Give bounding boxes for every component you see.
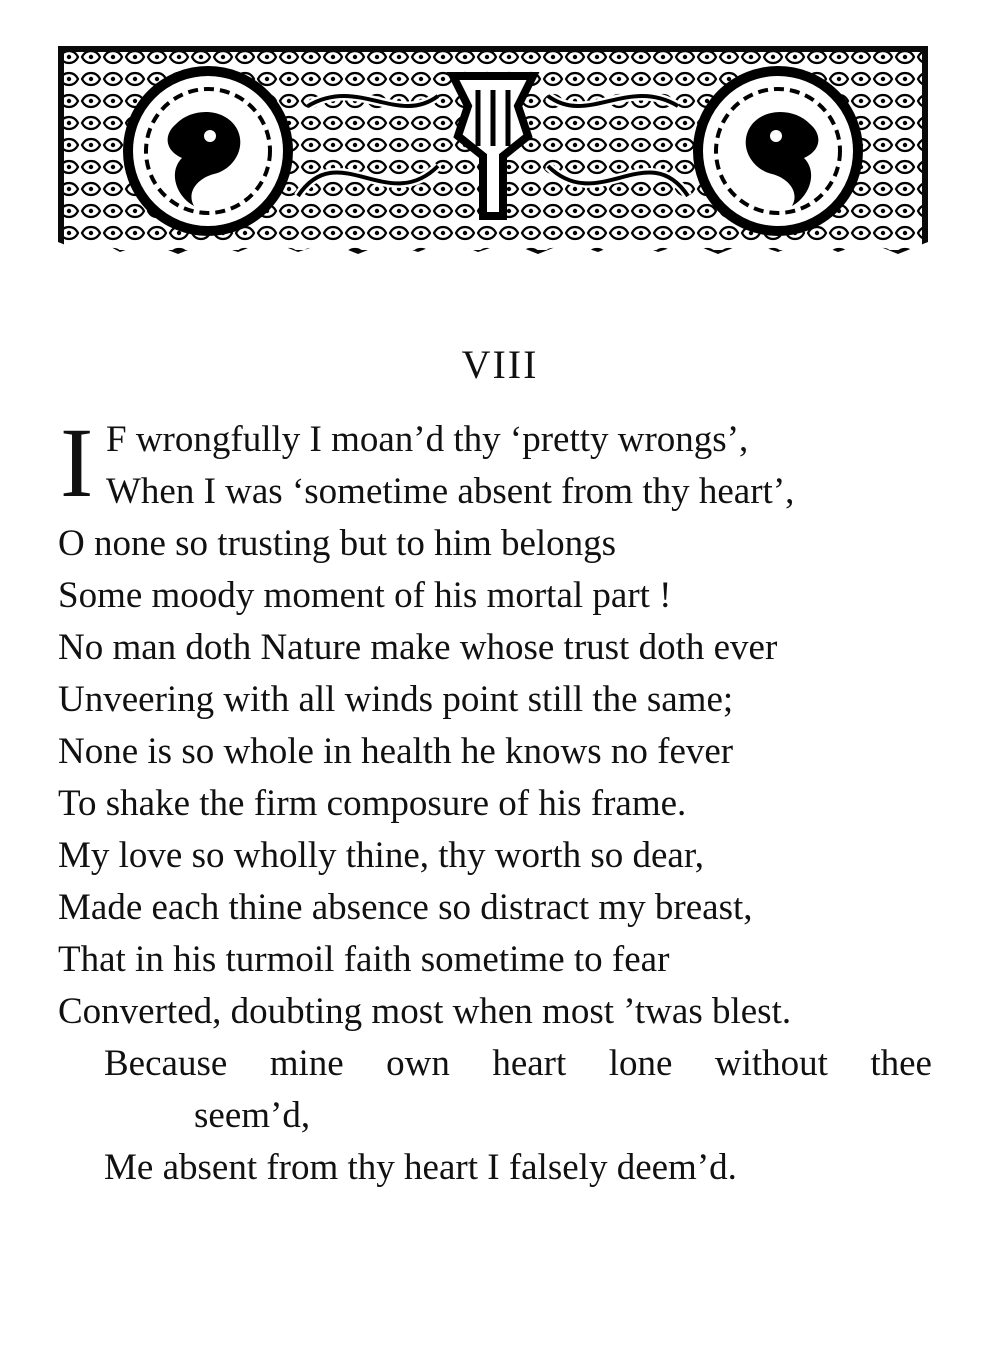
couplet-word: lone [608,1043,673,1084]
poem-line: Made each thine absence so distract my breast, [58,887,753,928]
poem-line: None is so whole in health he knows no fever [58,731,734,772]
couplet-word: own [386,1043,450,1084]
poem-line: Some moody moment of his mortal part ! [58,575,672,616]
couplet-line-1 [58,1038,932,1090]
poem-line-2-text: When I was ‘sometime absent from thy heart’, [106,471,795,512]
poem-line: That in his turmoil faith sometime to fear [58,939,670,980]
poem-line: Unveering with all winds point still the same; [58,679,734,720]
couplet-word: mine [269,1043,344,1084]
couplet-word: heart [492,1043,567,1084]
couplet-line-2: Me absent from thy heart I falsely deem’d. [104,1147,737,1188]
couplet-word: Because [104,1043,228,1084]
poem-line: To shake the firm composure of his frame. [58,783,687,824]
poem-line: O none so trusting but to him belongs [58,523,617,564]
poem-line: Converted, doubting most when most ’twas blest. [58,991,792,1032]
drop-cap: I [60,407,94,518]
poem-line: My love so wholly thine, thy worth so dear, [58,835,704,876]
couplet-word: thee [870,1043,932,1084]
poem-line-2 [58,466,938,518]
poem-line-1-text: F wrongfully I moan’d thy ‘pretty wrongs’, [106,419,749,460]
sonnet [58,407,938,1194]
couplet-word: without [714,1043,828,1084]
floral-headpiece-icon [58,46,928,256]
section-numeral: VIII [461,342,539,387]
couplet-turnover: seem’d, [194,1095,311,1136]
poem-line: No man doth Nature make whose trust doth ever [58,627,778,668]
